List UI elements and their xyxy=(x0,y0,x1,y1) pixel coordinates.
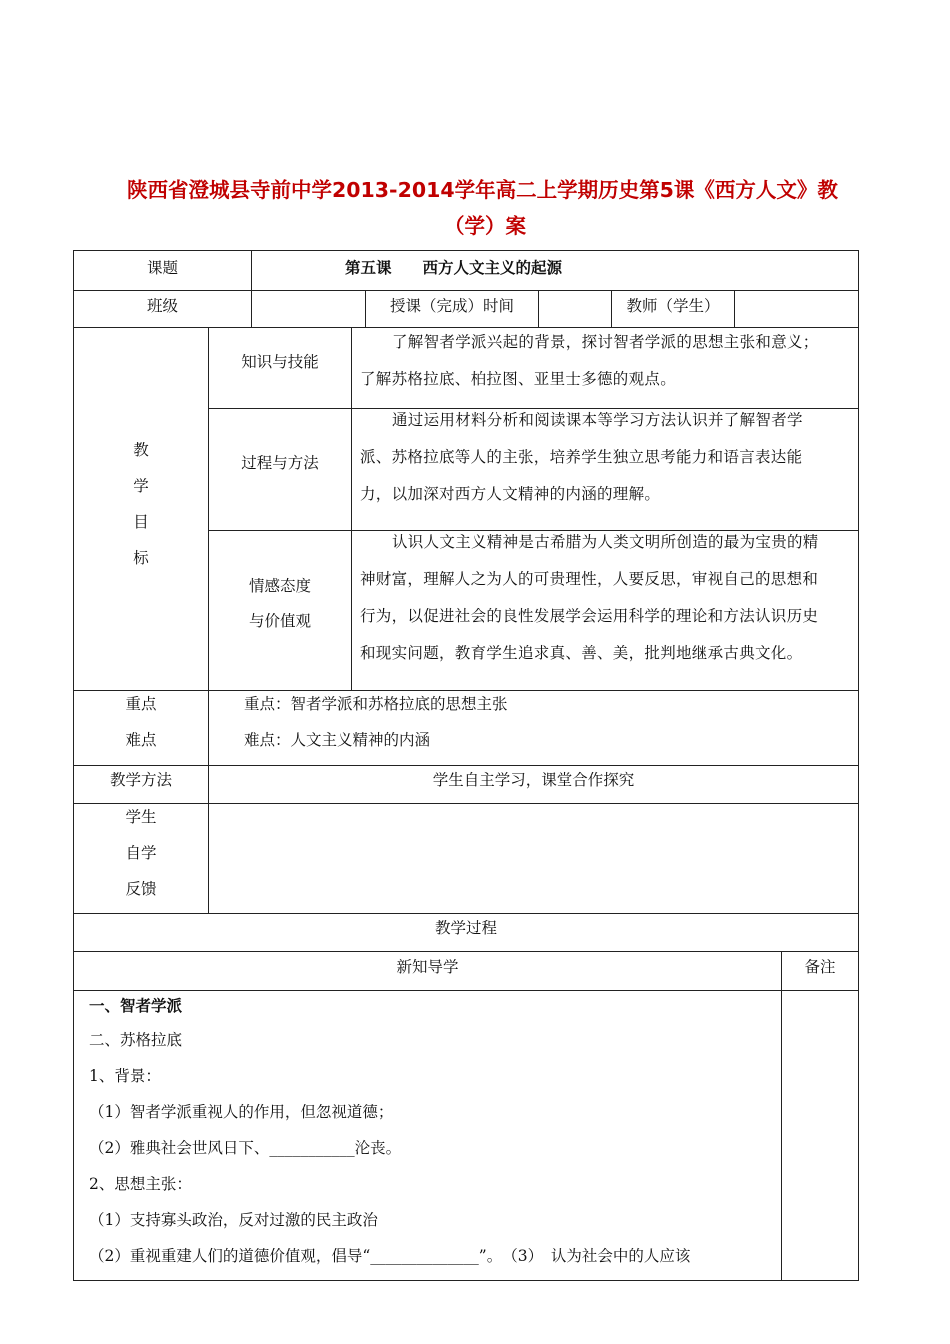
goals-char: 学 xyxy=(133,477,149,495)
table-rule xyxy=(781,951,782,1280)
knowledge-line: 了解苏格拉底、柏拉图、亚里士多德的观点。 xyxy=(360,370,677,388)
process-line: 派、苏格拉底等人的主张，培养学生独立思考能力和语言表达能 xyxy=(360,448,803,466)
content-line: （2）雅典社会世风日下、___________沦丧。 xyxy=(89,1139,402,1157)
process-line: 通过运用材料分析和阅读课本等学习方法认识并了解智者学 xyxy=(392,411,803,429)
emotion-line: 和现实问题，教育学生追求真、善、美，批判地继承古典文化。 xyxy=(360,644,803,662)
feedback-label: 自学 xyxy=(125,844,157,862)
difficulty-text: 难点：人文主义精神的内涵 xyxy=(244,731,431,749)
emotion-line: 神财富，理解人之为人的可贵理性，人要反思，审视自己的思想和 xyxy=(360,570,819,588)
table-rule xyxy=(351,327,352,690)
table-rule xyxy=(73,803,859,804)
table-rule xyxy=(73,913,859,914)
table-rule xyxy=(73,765,859,766)
table-rule xyxy=(73,690,859,691)
difficulty-label: 难点 xyxy=(125,731,157,749)
content-line: 2、思想主张： xyxy=(89,1175,192,1193)
section-socrates: 二、苏格拉底 xyxy=(89,1031,183,1049)
content-line: （2）重视重建人们的道德价值观，倡导“______________”。 （3） 认为社会中的人应该 xyxy=(89,1247,691,1265)
section-sophists: 一、智者学派 xyxy=(89,997,183,1015)
knowledge-text xyxy=(360,324,819,398)
process-label: 过程与方法 xyxy=(241,454,319,472)
emotion-text xyxy=(360,524,819,672)
feedback-label: 反馈 xyxy=(125,880,157,898)
knowledge-label: 知识与技能 xyxy=(241,353,319,371)
process-text xyxy=(360,402,803,513)
table-rule xyxy=(73,951,859,952)
knowledge-line: 了解智者学派兴起的背景，探讨智者学派的思想主张和意义； xyxy=(392,333,819,351)
content-line: （1）支持寡头政治，反对过激的民主政治 xyxy=(89,1211,378,1229)
table-border-left xyxy=(73,250,74,1280)
table-border-bottom xyxy=(73,1280,859,1281)
emotion-label-line-1: 情感态度 xyxy=(248,577,311,595)
topic-value: 第五课 西方人文主义的起源 xyxy=(345,259,563,277)
guide-header: 新知导学 xyxy=(396,958,459,976)
key-point-text: 重点：智者学派和苏格拉底的思想主张 xyxy=(244,695,508,713)
teaching-process-header: 教学过程 xyxy=(434,919,497,937)
title-line-1: 陕西省澄城县寺前中学2013-2014学年高二上学期历史第5课《西方人文》教 xyxy=(127,178,838,202)
title-line-2: （学）案 xyxy=(444,214,526,238)
goals-char: 教 xyxy=(133,441,149,459)
table-border-top xyxy=(73,250,859,251)
teacher-label: 教师（学生） xyxy=(626,297,720,315)
process-line: 力，以加深对西方人文精神的内涵的理解。 xyxy=(360,485,661,503)
method-label: 教学方法 xyxy=(109,771,172,789)
goals-char: 标 xyxy=(133,549,149,567)
document-title xyxy=(80,172,890,244)
time-label: 授课（完成）时间 xyxy=(389,297,514,315)
feedback-label: 学生 xyxy=(125,808,157,826)
method-text: 学生自主学习，课堂合作探究 xyxy=(432,771,635,789)
table-rule xyxy=(73,990,859,991)
table-rule xyxy=(734,290,735,327)
emotion-label-line-2: 与价值观 xyxy=(248,612,311,630)
content-line: 1、背景： xyxy=(89,1067,161,1085)
content-line: （1）智者学派重视人的作用，但忽视道德； xyxy=(89,1103,394,1121)
table-rule xyxy=(73,290,859,291)
emotion-line: 认识人文主义精神是古希腊为人类文明所创造的最为宝贵的精 xyxy=(392,533,819,551)
topic-label: 课题 xyxy=(146,259,178,277)
class-label: 班级 xyxy=(146,297,178,315)
emotion-line: 行为，以促进社会的良性发展学会运用科学的理论和方法认识历史 xyxy=(360,607,819,625)
table-border-right xyxy=(858,250,859,1281)
note-header: 备注 xyxy=(804,958,836,976)
key-label: 重点 xyxy=(125,695,157,713)
goals-char: 目 xyxy=(133,513,149,531)
table-rule xyxy=(251,250,252,327)
table-rule xyxy=(538,290,539,327)
